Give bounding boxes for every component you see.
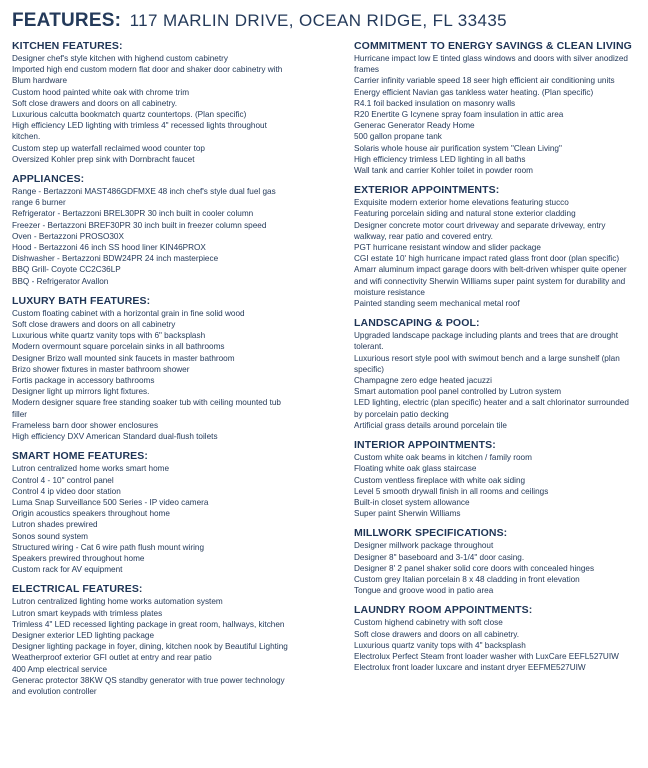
section-title: MILLWORK SPECIFICATIONS: [354,527,508,540]
feature-item: Custom ventless fireplace with white oak siding [354,475,526,485]
feature-item: Designer lighting package in foyer, dining, kitchen nook by Beautiful Lighting [12,642,288,652]
feature-item: Exquisite modern exterior home elevations featuring stucco [354,198,569,208]
feature-item: BBQ Grill- Coyote CC2C36LP [12,265,121,275]
feature-item: Electrolux Perfect Steam front loader washer with LuxCare EEFL527UIW [354,651,619,661]
feature-item: Freezer - Bertazzoni BREF30PR 30 inch built in freezer column speed [12,220,267,230]
feature-item: Imported high end custom modern flat door and shaker door cabinetry with Blum hardware [12,65,283,86]
section-title: LUXURY BATH FEATURES: [12,294,151,307]
title-lead: FEATURES: [12,10,122,31]
section-kitchen-features [12,40,294,165]
feature-item: LED lighting, electric (plan specific) heater and a salt chlorinator surrounded by porcelain patio decking [354,398,629,419]
feature-item: Custom grey Italian porcelain 8 x 48 cladding in front elevation [354,574,580,584]
feature-item: PGT hurricane resistant window and slider package [354,243,541,253]
feature-item: Modern designer square free standing soaker tub with ceiling mounted tub filler [12,398,281,419]
feature-item: Solaris whole house air purification system "Clean Living" [354,143,562,153]
feature-item: Lutron centralized lighting home works automation system [12,597,223,607]
feature-item: Sonos sound system [12,531,89,541]
feature-item: Soft close drawers and doors on all cabinetry [12,320,176,330]
feature-item: Designer light up mirrors light fixtures. [12,387,150,397]
feature-item: Custom rack for AV equipment [12,565,123,575]
section-laundry-room-appointments [354,604,636,673]
section-millwork-specifications [354,527,636,596]
feature-item: 400 Amp electrical service [12,664,108,674]
title-address: 117 MARLIN DRIVE, OCEAN RIDGE, FL 33435 [129,11,508,30]
section-appliances [12,173,294,287]
section-title: APPLIANCES: [12,173,85,186]
feature-item: Weatherproof exterior GFI outlet at entry and rear patio [12,653,212,663]
feature-item: Control 4 - 10" control panel [12,475,114,485]
feature-item: Designer 8" baseboard and 3-1/4" door casing. [354,552,525,562]
feature-item: Super paint Sherwin Williams [354,509,461,519]
feature-item: Tongue and groove wood in patio area [354,586,494,596]
feature-item: Painted standing seem mechanical metal roof [354,299,520,309]
feature-item: Designer Brizo wall mounted sink faucets in master bathroom [12,353,235,363]
section-interior-appointments [354,439,636,519]
feature-item: Designer exterior LED lighting package [12,630,154,640]
feature-item: High efficiency DXV American Standard dual-flush toilets [12,432,218,442]
feature-item: Lutron centralized home works smart home [12,464,169,474]
feature-item: High efficiency LED lighting with trimless 4" recessed lights throughout kitchen. [12,121,267,142]
feature-item: Designer chef's style kitchen with highend custom cabinetry [12,54,228,63]
feature-item: Carrier infinity variable speed 18 seer high efficient air conditioning units [354,76,615,86]
feature-item: Hurricane impact low E tinted glass windows and doors with silver anodized frames [354,54,628,75]
feature-item: Custom highend cabinetry with soft close [354,618,503,628]
feature-item: 500 gallon propane tank [354,132,442,142]
section-electrical-features [12,583,294,697]
feature-item: Designer millwork package throughout [354,541,494,551]
feature-item: Upgraded landscape package including plants and trees that are drought tolerant. [354,331,619,352]
feature-item: Smart automation pool panel controlled by Lutron system [354,387,562,397]
feature-item: Custom hood painted white oak with chrome trim [12,87,190,97]
feature-item: Dishwasher - Bertazzoni BDW24PR 24 inch masterpiece [12,254,219,264]
feature-item: Speakers prewired throughout home [12,553,145,563]
feature-item: Modern overmount square porcelain sinks in all bathrooms [12,342,225,352]
feature-item: Luxurious resort style pool with swimout bench and a large sunshelf (plan specific) [354,353,620,374]
section-title: SMART HOME FEATURES: [12,450,148,463]
feature-item: Designer concrete motor court driveway and separate driveway, entry walkway, rear patio and covered entry. [354,220,606,241]
feature-item: CGI estate 10' high hurricane impact rated glass front door (plan specific) [354,254,620,264]
feature-item: R20 Enertite G Icynene spray foam insulation in attic area [354,110,564,120]
feature-item: Luma Snap Surveillance 500 Series - IP video camera [12,497,209,507]
feature-item: Oven - Bertazzoni PROSO30X [12,231,124,241]
feature-item: Luxurious white quartz vanity tops with 6" backsplash [12,331,206,341]
feature-item: Champagne zero edge heated jacuzzi [354,376,492,386]
feature-item: Designer 8' 2 panel shaker solid core doors with concealed hinges [354,563,595,573]
feature-item: Origin acoustics speakers throughout home [12,509,170,519]
section-title: INTERIOR APPOINTMENTS: [354,439,496,452]
section-title: LAUNDRY ROOM APPOINTMENTS: [354,604,533,617]
feature-item: Range - Bertazzoni MAST486GDFMXE 48 inch chef's style dual fuel gas range 6 burner [12,187,276,208]
feature-item: Structured wiring - Cat 6 wire path flush mount wiring [12,542,205,552]
feature-item: Level 5 smooth drywall finish in all rooms and ceilings [354,486,549,496]
feature-item: Built-in closet system allowance [354,497,470,507]
page-title [12,10,638,33]
section-landscaping-and-pool [354,317,636,431]
feature-item: Soft close drawers and doors on all cabinetry. [12,98,178,108]
feature-item: Custom step up waterfall reclaimed wood counter top [12,143,205,153]
section-commitment-to-energy-savings-and-clean-living [354,40,636,176]
section-exterior-appointments [354,184,636,309]
feature-item: Luxurious calcutta bookmatch quartz countertops. (Plan specific) [12,110,247,120]
section-luxury-bath-features [12,295,294,442]
feature-item: Trimless 4" LED recessed lighting package in great room, hallways, kitchen [12,619,285,629]
left-column [12,40,294,705]
feature-item: BBQ - Refrigerator Avallon [12,276,109,286]
section-title: LANDSCAPING & POOL: [354,317,480,330]
section-title: KITCHEN FEATURES: [12,40,123,52]
feature-item: Floating white oak glass staircase [354,464,477,474]
feature-item: Electrolux front loader luxcare and instant dryer EEFME527UIW [354,663,586,673]
feature-item: Generac Generator Ready Home [354,121,475,131]
feature-item: Amarr aluminum impact garage doors with belt-driven whisper quite opener and wifi connectivity Sherwin Williams super paint system for durability and moisture resistance [354,265,627,297]
feature-item: Lutron shades prewired [12,520,98,530]
right-column [354,40,636,681]
feature-item: Custom white oak beams in kitchen / family room [354,453,532,463]
feature-item: Luxurious quartz vanity tops with 4" backsplash [354,640,526,650]
section-smart-home-features [12,450,294,575]
feature-item: Hood - Bertazzoni 46 inch SS hood liner KIN46PROX [12,243,206,253]
feature-item: Frameless barn door shower enclosures [12,420,159,430]
feature-item: Generac protector 38KW QS standby generator with true power technology and evolution controller [12,675,285,696]
section-title: ELECTRICAL FEATURES: [12,583,143,596]
feature-item: Soft close drawers and doors on all cabinetry. [354,629,520,639]
feature-item: Brizo shower fixtures in master bathroom shower [12,364,190,374]
feature-item: Featuring porcelain siding and natural stone exterior cladding [354,209,576,219]
feature-item: Fortis package in accessory bathrooms [12,376,155,386]
feature-item: Lutron smart keypads with trimless plates [12,608,163,618]
feature-item: Wall tank and carrier Kohler toilet in powder room [354,166,533,176]
feature-item: Artificial grass details around porcelain tile [354,420,507,430]
feature-item: Oversized Kohler prep sink with Dornbracht faucet [12,154,195,164]
feature-item: Refrigerator - Bertazzoni BREL30PR 30 inch built in cooler column [12,209,254,219]
feature-item: Custom floating cabinet with a horizontal grain in fine solid wood [12,308,245,318]
feature-item: Energy efficient Navian gas tankless water heating. (Plan specific) [354,87,594,97]
feature-item: Control 4 ip video door station [12,486,121,496]
section-title: COMMITMENT TO ENERGY SAVINGS & CLEAN LIVING [354,40,632,52]
section-title: EXTERIOR APPOINTMENTS: [354,184,500,197]
feature-item: High efficiency trimless LED lighting in all baths [354,154,526,164]
feature-item: R4.1 foil backed insulation on masonry walls [354,98,516,108]
